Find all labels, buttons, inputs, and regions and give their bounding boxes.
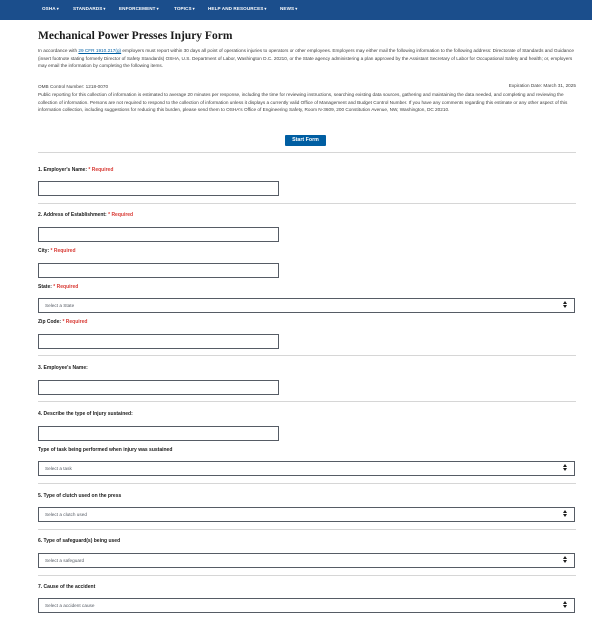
nav-label: STANDARDS [73, 6, 103, 11]
state-label [38, 284, 78, 290]
sort-arrows-icon [563, 510, 568, 517]
city-input[interactable] [38, 263, 279, 278]
accident-cause-select[interactable] [38, 598, 575, 613]
nav-label: TOPICS [174, 6, 192, 11]
sort-arrows-icon [563, 464, 568, 471]
divider [38, 575, 576, 576]
chevron-down-icon: ▾ [264, 6, 267, 11]
page-title: Mechanical Power Presses Injury Form [38, 30, 233, 42]
burden-statement: Public reporting for this collection of information is estimated to average 20 minutes per response, including the time for reviewing instructions, searching existing data sources, gathering and maintaining the data needed, and completing and reviewing the collection of information. Persons are not required to respond to the collection of information unless it displays a currently valid Office of Management and Budget Control Number. If you have any comments regarding this estimate or any other aspect of this information collection, including suggestions for reducing this burden, please send them to OSHA's Office of Engineering Safety, Room N-3609, 200 Constitution Avenue, NW, Washington, DC 20210. [38, 92, 568, 113]
city-label [38, 248, 76, 254]
chevron-down-icon: ▾ [192, 6, 195, 11]
select-placeholder: Select a task [45, 466, 72, 471]
label-text: Zip Code: [38, 319, 62, 325]
required-indicator: * Required [88, 167, 114, 173]
nav-label: ENFORCEMENT [119, 6, 156, 11]
employee-name-input[interactable] [38, 380, 279, 395]
sort-arrows-icon [563, 601, 568, 608]
required-indicator: * Required [50, 248, 76, 254]
nav-item-help-and-resources[interactable] [208, 6, 267, 11]
select-placeholder: Select a safeguard [45, 558, 85, 563]
label-text: City: [38, 248, 50, 254]
intro-text: In accordance with [38, 48, 79, 53]
intro-paragraph [38, 47, 578, 70]
zip-code-label [38, 319, 87, 325]
regulation-link[interactable]: 29 CFR 1910.217(g) [78, 48, 122, 53]
required-indicator: * Required [108, 212, 134, 218]
sort-arrows-icon [563, 301, 568, 308]
nav-item-news[interactable] [280, 6, 297, 11]
expiration-date: Expiration Date: March 31, 2025 [508, 83, 576, 88]
accident-cause-label: 7. Cause of the accident [38, 584, 96, 590]
chevron-down-icon: ▾ [156, 6, 159, 11]
nav-label: HELP AND RESOURCES [208, 6, 264, 11]
employer-name-label [38, 167, 113, 173]
chevron-down-icon: ▾ [295, 6, 298, 11]
label-text: 1. Employer's Name: [38, 167, 87, 173]
safeguard-label: 6. Type of safeguard(s) being used [38, 538, 121, 544]
task-label: Type of task being performed when injury was sustained [38, 447, 173, 453]
label-text: 2. Address of Establishment: [38, 212, 107, 218]
divider [38, 355, 576, 356]
divider [38, 203, 576, 204]
nav-label: OSHA [42, 6, 56, 11]
nav-item-standards[interactable] [73, 6, 106, 11]
clutch-select[interactable] [38, 507, 575, 522]
start-form-button[interactable]: Start Form [285, 135, 326, 146]
employee-name-label: 3. Employee's Name: [38, 365, 88, 371]
omb-control-number: OMB Control Number: 1218-0070 [38, 84, 109, 89]
chevron-down-icon: ▾ [103, 6, 106, 11]
injury-type-input[interactable] [38, 426, 279, 441]
address-label [38, 212, 133, 218]
divider [38, 483, 576, 484]
clutch-label: 5. Type of clutch used on the press [38, 493, 122, 499]
divider [38, 529, 576, 530]
nav-item-topics[interactable] [174, 6, 195, 11]
address-input[interactable] [38, 227, 279, 242]
sort-arrows-icon [563, 556, 568, 563]
intro-text: employers must report within 30 days all point of operations injuries to operators or other employees. Employers may either mail the following information to the following address: Directorate of Standards and Guidance (insert footnote stating formerly Director of Safety Standards) OSHA, U.S. Department of Labor, Washington D.C. 20210, or the State agency administering a plan approved by the Assistant Secretary of Labor for Occupational Safety and health; or, employers may email the information by completing the following items. [38, 48, 574, 69]
safeguard-select[interactable] [38, 553, 575, 568]
select-placeholder: Select a accident cause [45, 603, 95, 608]
task-select[interactable] [38, 461, 575, 476]
injury-type-label: 4. Describe the type of Injury sustained: [38, 411, 133, 417]
select-placeholder: Select a State [45, 303, 75, 308]
chevron-down-icon: ▾ [56, 6, 59, 11]
required-indicator: * Required [62, 319, 88, 325]
select-placeholder: Select a clutch used [45, 512, 87, 517]
nav-label: NEWS [280, 6, 295, 11]
employer-name-input[interactable] [38, 181, 279, 196]
required-indicator: * Required [53, 284, 79, 290]
nav-item-osha[interactable] [42, 6, 59, 11]
divider [38, 152, 576, 153]
top-navigation [0, 0, 592, 20]
nav-item-enforcement[interactable] [119, 6, 159, 11]
divider [38, 401, 576, 402]
zip-code-input[interactable] [38, 334, 279, 349]
label-text: State: [38, 284, 52, 290]
state-select[interactable] [38, 298, 575, 313]
